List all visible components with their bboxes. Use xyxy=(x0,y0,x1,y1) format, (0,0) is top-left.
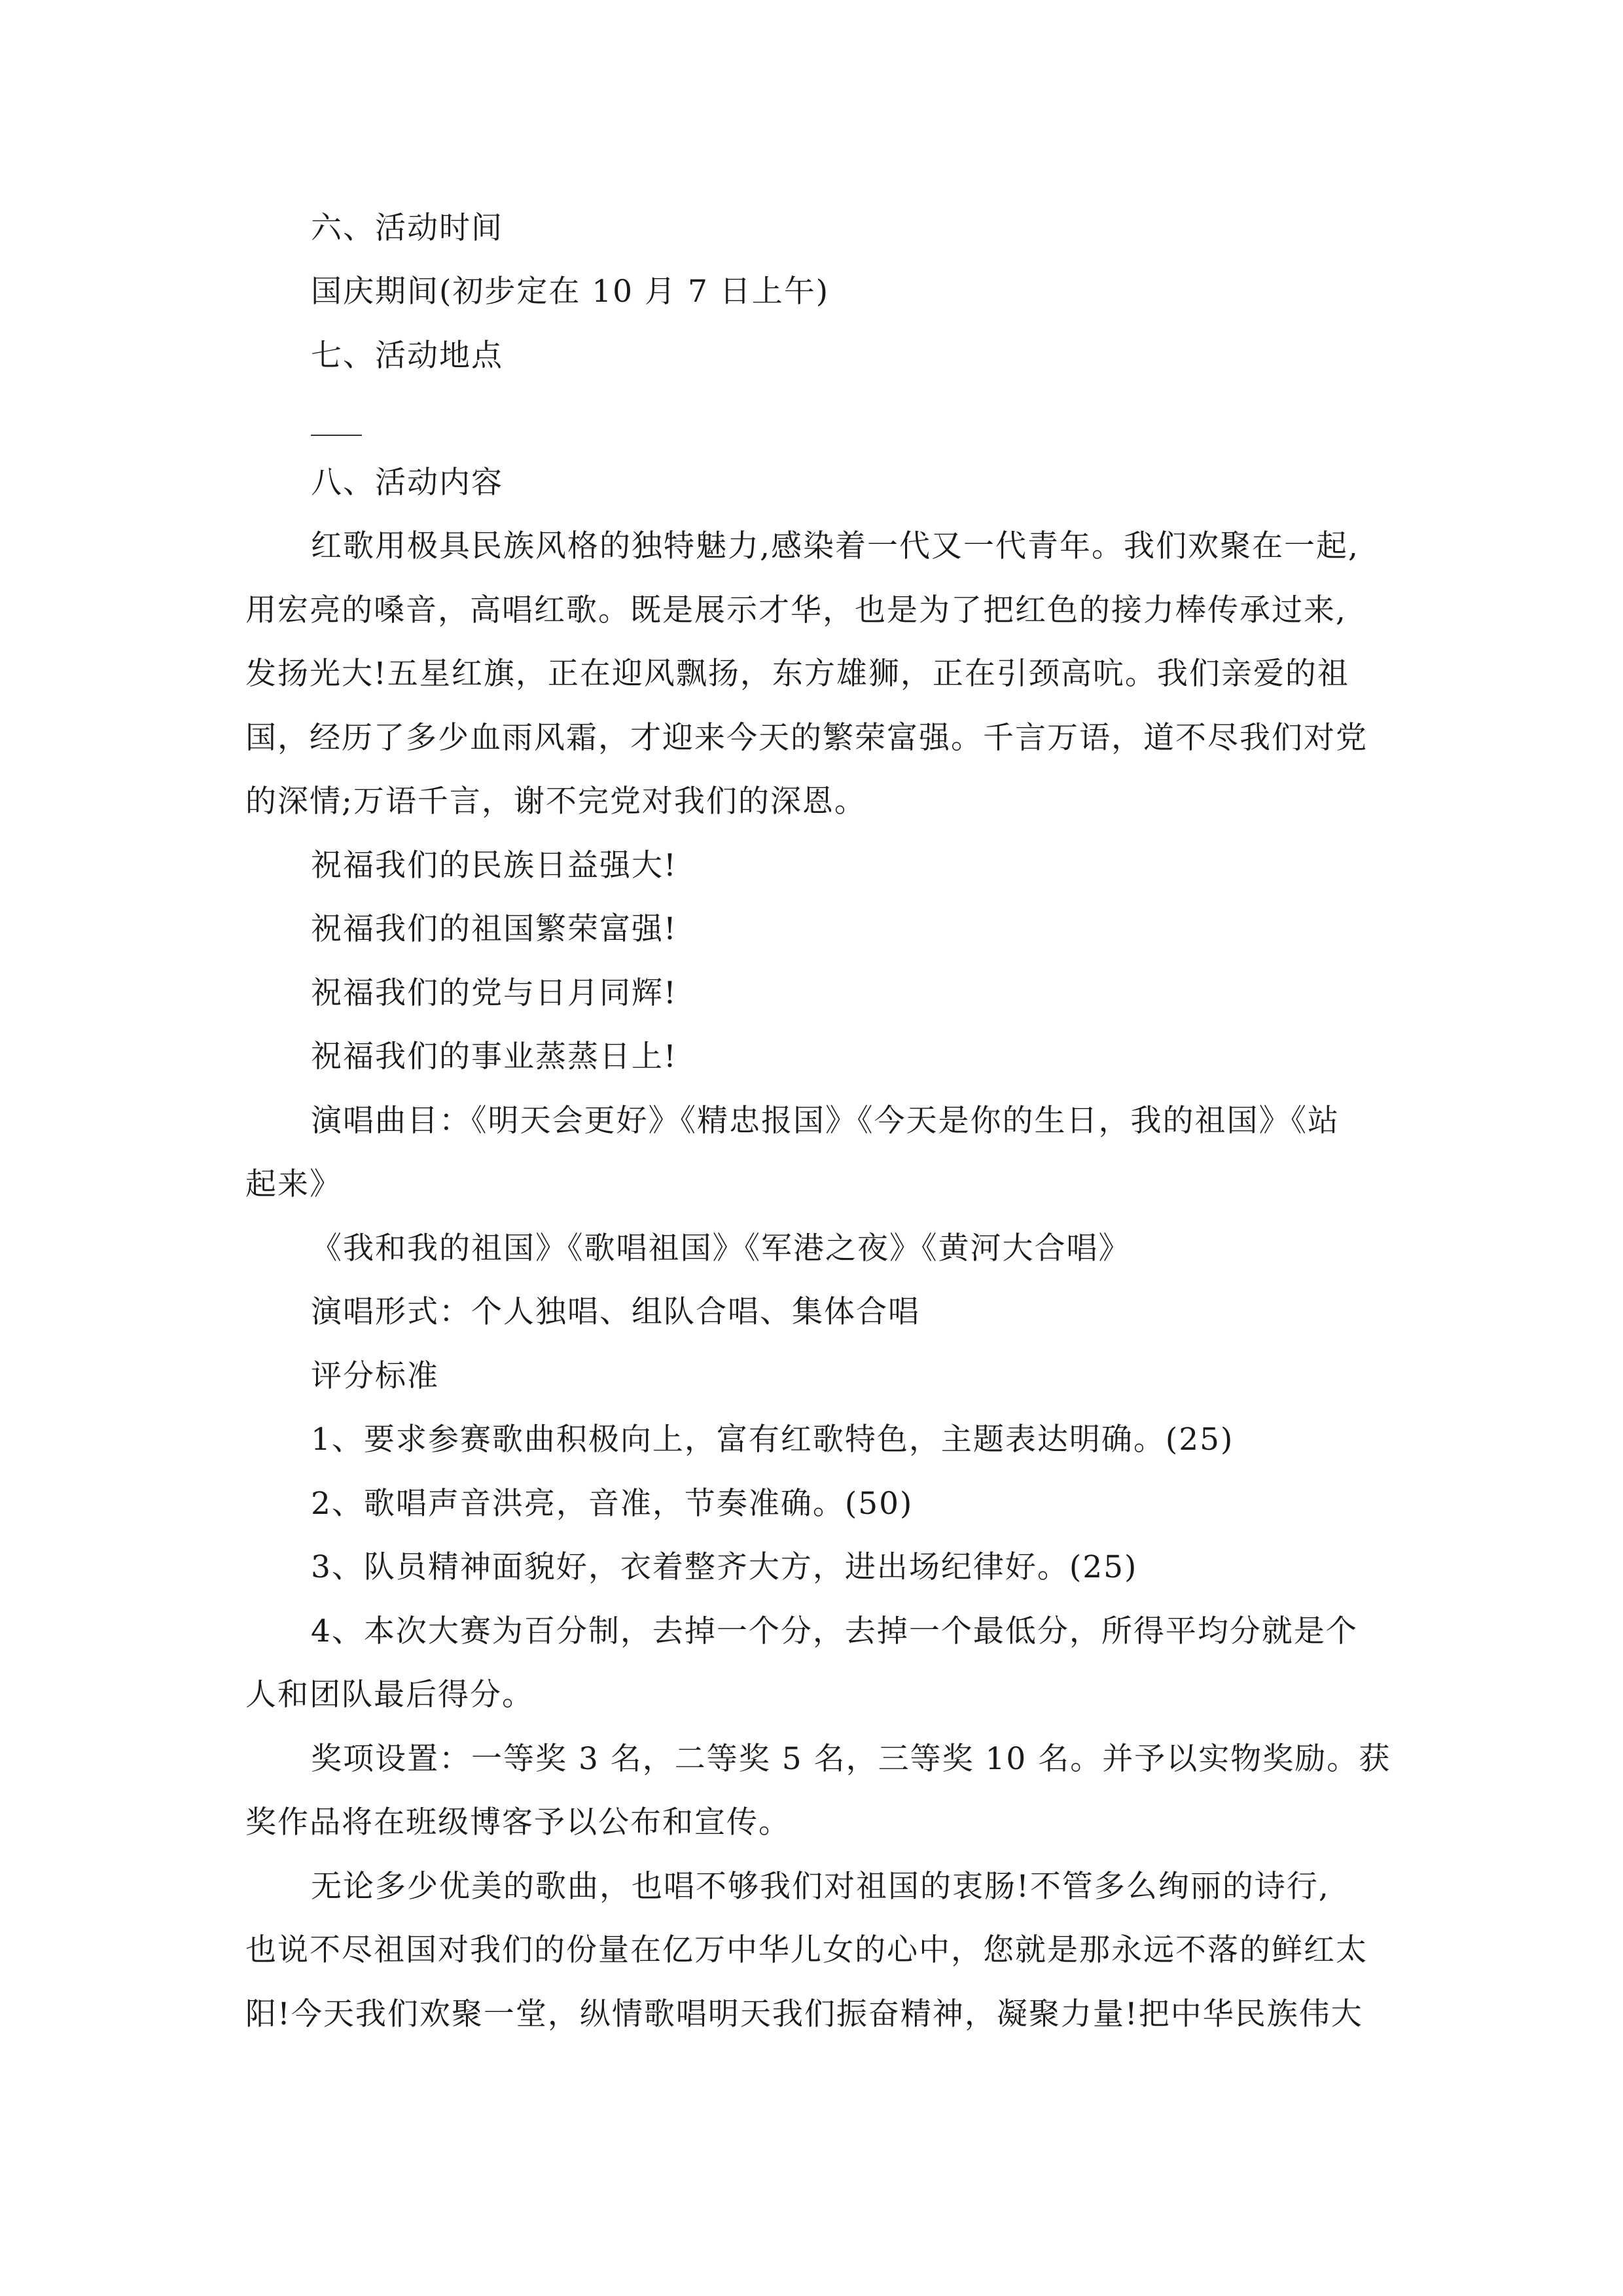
paragraph-line: 用宏亮的嗓音，高唱红歌。既是展示才华，也是为了把红色的接力棒传承过来, xyxy=(245,592,1347,628)
closing-line: 无论多少优美的歌曲，也唱不够我们对祖国的衷肠!不管多么绚丽的诗行, xyxy=(311,1869,1330,1905)
song-list-line: 起来》 xyxy=(245,1166,342,1202)
heading-activity-time: 六、活动时间 xyxy=(311,210,503,246)
blessing-line: 祝福我们的事业蒸蒸日上! xyxy=(311,1039,677,1075)
scoring-item: 3、队员精神面貌好，衣着整齐大方，进出场纪律好。(25) xyxy=(311,1549,1138,1585)
heading-activity-content: 八、活动内容 xyxy=(311,465,503,501)
paragraph-line: 的深情;万语千言，谢不完党对我们的深恩。 xyxy=(245,783,866,819)
paragraph-line: 国，经历了多少血雨风霜，才迎来今天的繁荣富强。千言万语，道不尽我们对党 xyxy=(245,720,1368,756)
scoring-item: 4、本次大赛为百分制，去掉一个分，去掉一个最低分，所得平均分就是个 xyxy=(311,1613,1358,1649)
song-list-line: 《我和我的祖国》《歌唱祖国》《军港之夜》《黄河大合唱》 xyxy=(311,1230,1131,1266)
performance-form: 演唱形式：个人独唱、组队合唱、集体合唱 xyxy=(311,1294,920,1330)
paragraph-line: 红歌用极具民族风格的独特魅力,感染着一代又一代青年。我们欢聚在一起, xyxy=(311,528,1359,564)
blank-fill-line xyxy=(311,435,362,436)
heading-activity-location: 七、活动地点 xyxy=(311,338,503,374)
closing-line: 也说不尽祖国对我们的份量在亿万中华儿女的心中，您就是那永远不落的鲜红太 xyxy=(245,1932,1368,1968)
song-list-line: 演唱曲目：《明天会更好》《精忠报国》《今天是你的生日，我的祖国》《站 xyxy=(311,1103,1340,1139)
awards-line: 奖作品将在班级博客予以公布和宣传。 xyxy=(245,1804,791,1840)
awards-line: 奖项设置：一等奖 3 名，二等奖 5 名，三等奖 10 名。并予以实物奖励。获 xyxy=(311,1741,1391,1777)
blessing-line: 祝福我们的党与日月同辉! xyxy=(311,975,677,1011)
text-activity-time: 国庆期间(初步定在 10 月 7 日上午) xyxy=(311,274,830,310)
paragraph-line: 发扬光大!五星红旗，正在迎风飘扬，东方雄狮，正在引颈高吭。我们亲爱的祖 xyxy=(245,656,1349,692)
blessing-line: 祝福我们的祖国繁荣富强! xyxy=(311,911,677,947)
scoring-item: 1、要求参赛歌曲积极向上，富有红歌特色，主题表达明确。(25) xyxy=(311,1422,1234,1458)
heading-scoring: 评分标准 xyxy=(311,1358,439,1394)
scoring-item: 2、歌唱声音洪亮，音准，节奏准确。(50) xyxy=(311,1486,914,1522)
blessing-line: 祝福我们的民族日益强大! xyxy=(311,848,677,884)
scoring-item: 人和团队最后得分。 xyxy=(245,1677,534,1713)
closing-line: 阳!今天我们欢聚一堂，纵情歌唱明天我们振奋精神，凝聚力量!把中华民族伟大 xyxy=(245,1996,1363,2032)
